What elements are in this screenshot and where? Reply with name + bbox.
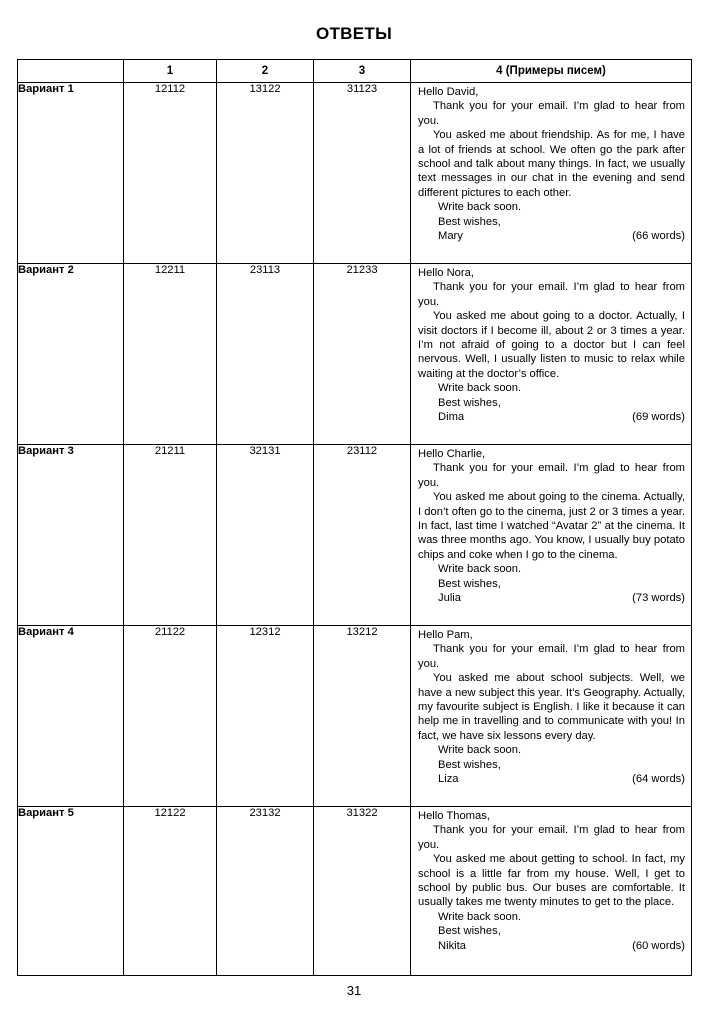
header-cell-variant [18,60,124,83]
letter-signature: Julia [438,592,462,605]
answer-task-2: 13122 [217,83,314,264]
answer-task-3: 31123 [314,83,411,264]
letter-signature: Nikita [438,939,466,952]
table-row [18,445,692,626]
letter-sign-off: Best wishes, [438,215,501,228]
letter-greeting: Hello Nora, [418,267,474,279]
sample-letter [411,83,691,243]
answer-task-1: 12112 [124,83,217,264]
letter-cell [411,626,692,807]
letter-signature: Mary [438,230,463,243]
answer-task-3: 21233 [314,264,411,445]
letter-paragraph: You asked me about getting to school. In fact, my school is a little far from my house. Well, I get to school by public bus. Our buses are comfortable. It usually takes me twenty minutes to get to the place. [418,853,685,909]
letter-signature-row [418,229,685,243]
sample-letter [411,264,691,424]
word-count: (60 words) [632,939,685,952]
answer-task-2: 23132 [217,807,314,976]
letter-signature-row [418,410,685,424]
page-title: ОТВЕТЫ [315,24,393,43]
table-row [18,83,692,264]
answer-task-2: 32131 [217,445,314,626]
table-header-row [18,60,692,83]
letter-greeting: Hello Charlie, [418,448,486,460]
answer-task-3: 23112 [314,445,411,626]
variant-label: Вариант 3 [18,445,124,626]
variant-label: Вариант 1 [18,83,124,264]
answer-task-2: 23113 [217,264,314,445]
letter-cell [411,445,692,626]
letter-paragraph: You asked me about friendship. As for me, I have a lot of friends at school. We often go the park after school and talk about many things. In fact, we usually text messages in our chat in the evening and send different pictures to each other. [418,129,685,199]
variant-label: Вариант 4 [18,626,124,807]
answer-task-1: 12122 [124,807,217,976]
header-cell-task-4: 4 (Примеры писем) [411,60,692,83]
header-cell-task-3: 3 [314,60,411,83]
header-cell-task-2: 2 [217,60,314,83]
word-count: (73 words) [632,592,685,605]
letter-paragraph: You asked me about going to the cinema. Actually, I don’t often go to the cinema, just 2 or 3 times a year. In fact, last time I watched “Avatar 2” at the cinema. It was three months ago. You know, I usually buy potato chips and coke when I go to the cinema. [418,491,685,561]
word-count: (66 words) [632,230,685,243]
letter-paragraph: Thank you for your email. I’m glad to hear from you. [418,462,685,489]
letter-greeting: Hello David, [418,86,479,98]
answers-table [17,59,692,976]
letter-closing: Write back soon. [438,563,522,576]
sample-letter [411,445,691,605]
table-row [18,264,692,445]
letter-signature: Liza [438,773,459,786]
letter-greeting: Hello Pam, [418,629,473,641]
table-row [18,626,692,807]
page-number: 31 [346,983,362,998]
answer-task-1: 12211 [124,264,217,445]
letter-sign-off: Best wishes, [438,758,501,771]
table-row [18,807,692,976]
letter-cell [411,83,692,264]
answer-task-3: 13212 [314,626,411,807]
letter-closing: Write back soon. [438,382,522,395]
answer-task-1: 21211 [124,445,217,626]
letter-signature-row [418,939,685,953]
sample-letter [411,626,691,786]
header-cell-task-1: 1 [124,60,217,83]
word-count: (64 words) [632,773,685,786]
letter-closing: Write back soon. [438,910,522,923]
letter-paragraph: You asked me about school subjects. Well, we have a new subject this year. It’s Geography. Actually, my favourite subject is English. I like it because it can help me in travelling and to communicate with you! In fact, we have six lessons every day. [418,672,685,742]
letter-signature-row [418,772,685,786]
letter-paragraph: Thank you for your email. I’m glad to hear from you. [418,824,685,851]
letter-sign-off: Best wishes, [438,577,501,590]
letter-sign-off: Best wishes, [438,925,501,938]
letter-cell [411,807,692,976]
answer-task-1: 21122 [124,626,217,807]
letter-paragraph: Thank you for your email. I’m glad to hear from you. [418,100,685,127]
letter-paragraph: Thank you for your email. I’m glad to hear from you. [418,643,685,670]
sample-letter [411,807,691,953]
letter-sign-off: Best wishes, [438,396,501,409]
letter-closing: Write back soon. [438,201,522,214]
letter-cell [411,264,692,445]
letter-signature-row [418,591,685,605]
answer-task-2: 12312 [217,626,314,807]
letter-paragraph: You asked me about going to a doctor. Actually, I visit doctors if I become ill, about 2 or 3 times a year. I’m not afraid of going to a doctor but I can feel nervous. Well, I usually listen to music to relax while waiting at the doctor’s office. [418,310,685,380]
word-count: (69 words) [632,411,685,424]
letter-signature: Dima [438,411,465,424]
letter-greeting: Hello Thomas, [418,810,490,822]
variant-label: Вариант 5 [18,807,124,976]
letter-closing: Write back soon. [438,744,522,757]
answer-task-3: 31322 [314,807,411,976]
letter-paragraph: Thank you for your email. I’m glad to hear from you. [418,281,685,308]
variant-label: Вариант 2 [18,264,124,445]
